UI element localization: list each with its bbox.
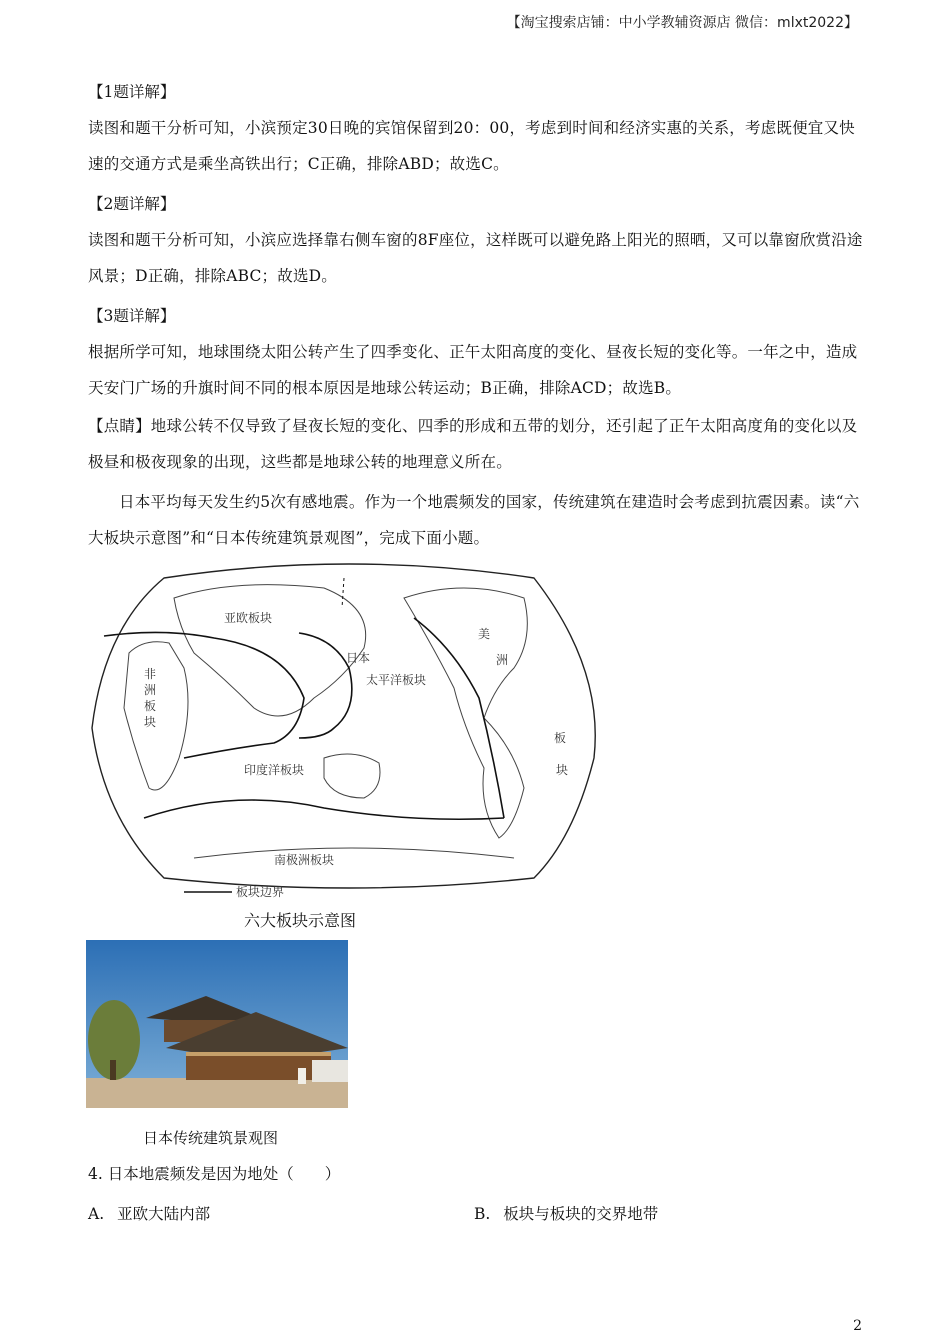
option-b-letter: B. (474, 1205, 491, 1223)
legend-label: 板块边界 (236, 885, 285, 899)
header-watermark: 【淘宝搜索店铺：中小学教辅资源店 微信：mlxt2022】 (506, 15, 858, 31)
option-b-text: 板块与板块的交界地带 (503, 1205, 659, 1223)
section-2-body: 读图和题干分析可知，小滨应选择靠右侧车窗的8F座位，这样既可以避免路上阳光的照晒，又可以靠窗欣赏沿途风景；D正确，排除ABC；故选D。 (88, 231, 863, 285)
label-pacific: 太平洋板块 (366, 673, 427, 687)
section-3-body: 根据所学可知，地球围绕太阳公转产生了四季变化、正午太阳高度的变化、昼夜长短的变化等。一年之中，造成天安门广场的升旗时间不同的根本原因是地球公转运动；B正确，排除ACD；故选B。 (88, 343, 858, 397)
question-stem: 4. 日本地震频发是因为地处（ ） (88, 1165, 341, 1183)
plate-map-svg (84, 558, 614, 903)
option-a[interactable] (88, 1202, 210, 1224)
boundary-dashed (342, 578, 344, 608)
label-america-4: 块 (556, 763, 569, 777)
label-indian: 印度洋板块 (244, 763, 305, 777)
label-america-1: 美 (478, 627, 491, 641)
boundary-pacific-east (414, 618, 504, 818)
australia-outline (324, 754, 380, 798)
label-africa-3: 板 (144, 699, 157, 713)
label-africa-4: 块 (144, 715, 157, 729)
boundary-eurasia-africa (104, 632, 304, 758)
section-1-body: 读图和题干分析可知，小滨预定30日晚的宾馆保留到20：00，考虑到时间和经济实惠的关系，考虑既便宜又快速的交通方式是乘坐高铁出行；C正确，排除ABD；故选C。 (88, 119, 855, 173)
label-eurasia: 亚欧板块 (224, 611, 273, 625)
map-caption: 六大板块示意图 (244, 911, 357, 930)
section-2-heading: 【2题详解】 (88, 195, 176, 213)
label-america-2: 洲 (496, 653, 509, 667)
map-frame (92, 564, 595, 888)
label-africa-1: 非 (144, 667, 157, 681)
option-a-text: 亚欧大陆内部 (117, 1205, 211, 1223)
photo-svg (86, 940, 348, 1108)
section-1-heading: 【1题详解】 (88, 83, 176, 101)
label-africa-2: 洲 (144, 683, 157, 697)
label-japan: 日本 (346, 651, 371, 665)
boundary-pacific-west (299, 633, 352, 738)
page-number: 2 (853, 1318, 862, 1334)
intro-paragraph: 日本平均每天发生约5次有感地震。作为一个地震频发的国家，传统建筑在建造时会考虑到抗震因素。读“六大板块示意图”和“日本传统建筑景观图”，完成下面小题。 (88, 493, 860, 547)
option-b[interactable] (474, 1202, 658, 1224)
photo-caption: 日本传统建筑景观图 (143, 1129, 279, 1147)
antarctica-outline (194, 848, 514, 858)
label-america-3: 板 (554, 731, 567, 745)
option-a-letter: A. (88, 1205, 105, 1223)
japanese-building-photo (86, 940, 348, 1108)
label-antarctic: 南极洲板块 (274, 853, 335, 867)
dianjing-note: 【点睛】地球公转不仅导致了昼夜长短的变化、四季的形成和五带的划分，还引起了正午太阳高度角的变化以及极昼和极夜现象的出现，这些都是地球公转的地理意义所在。 (88, 417, 858, 471)
plate-map (84, 558, 614, 903)
boundary-antarctic (144, 800, 504, 819)
section-3-heading: 【3题详解】 (88, 307, 176, 325)
